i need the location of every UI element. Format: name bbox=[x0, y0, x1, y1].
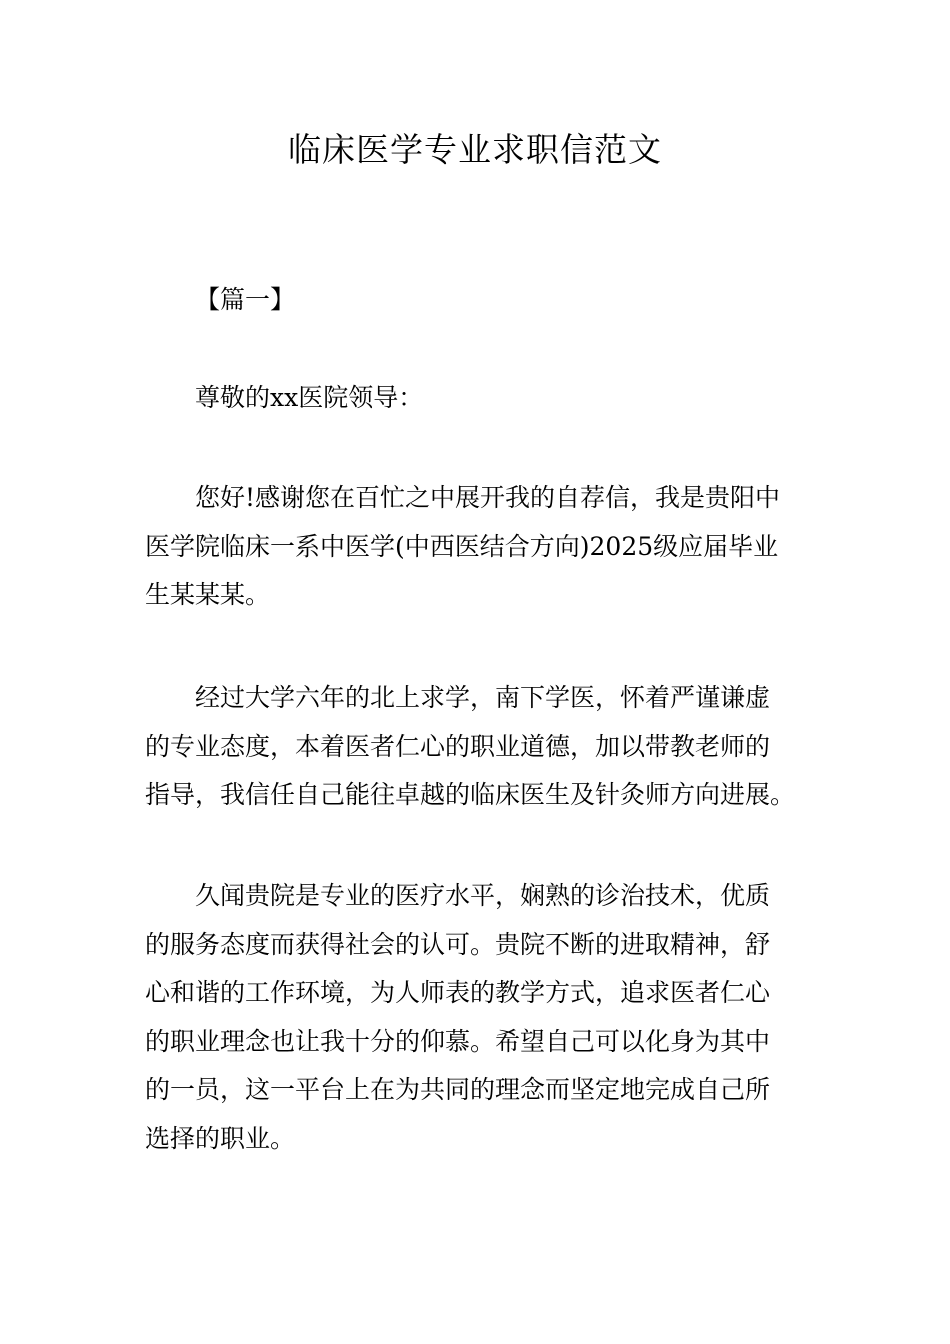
paragraph-line: 心和谐的工作环境，为人师表的教学方式，追求医者仁心 bbox=[145, 978, 771, 1007]
paragraph-line: 生某某某。 bbox=[145, 580, 271, 609]
paragraph-line: 医学院临床一系中医学(中西医结合方向)2025级应届毕业 bbox=[145, 531, 779, 561]
paragraph-line: 的职业理念也让我十分的仰慕。希望自己可以化身为其中 bbox=[145, 1026, 771, 1056]
section-label: 【篇一】 bbox=[195, 285, 296, 314]
document-title: 临床医学专业求职信范文 bbox=[288, 130, 662, 169]
paragraph-line: 的专业态度，本着医者仁心的职业道德，加以带教老师的 bbox=[145, 731, 771, 761]
paragraph-line: 您好!感谢您在百忙之中展开我的自荐信，我是贵阳中 bbox=[195, 483, 781, 512]
paragraph-line: 的一员，这一平台上在为共同的理念而坚定地完成自己所 bbox=[145, 1075, 771, 1104]
paragraph-line: 久闻贵院是专业的医疗水平，娴熟的诊治技术，优质 bbox=[195, 881, 771, 910]
paragraph-line: 选择的职业。 bbox=[145, 1123, 296, 1153]
paragraph-2 bbox=[145, 674, 811, 820]
paragraph-line: 的服务态度而获得社会的认可。贵院不断的进取精神，舒 bbox=[145, 929, 771, 959]
paragraph-line: 指导，我信任自己能往卓越的临床医生及针灸师方向进展。 bbox=[145, 780, 796, 809]
paragraph-line: 经过大学六年的北上求学，南下学医，怀着严谨谦虚 bbox=[195, 683, 771, 712]
salutation: 尊敬的xx医院领导： bbox=[195, 383, 424, 412]
paragraph-1 bbox=[145, 474, 811, 620]
paragraph-3 bbox=[145, 872, 811, 1163]
